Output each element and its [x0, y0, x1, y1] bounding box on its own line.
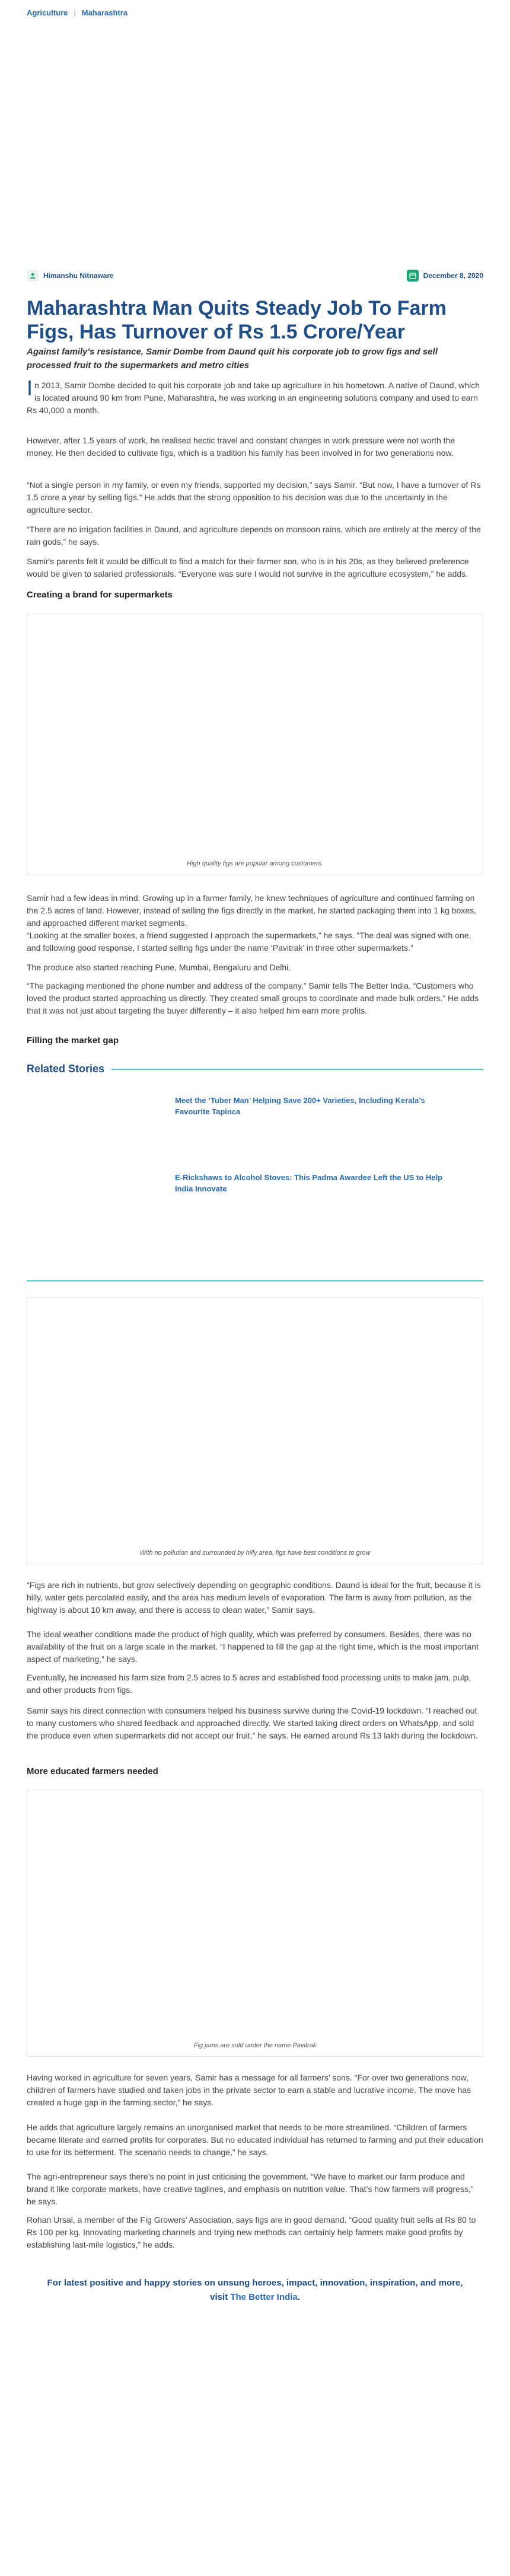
footer-cta-visit-line	[27, 2290, 483, 2305]
paragraph: “Figs are rich in nutrients, but grow selectively depending on geographic conditions. Daund is ideal for the fruit, because it is hilly, water gets percolated easily, and the area has medium levels of evaporation. The farm is away from pollution, as the highway is about 10 km away, and there is access to clean water,” Samir says.	[27, 1580, 481, 1615]
article-subtitle: Against family's resistance, Samir Dombe from Daund quit his corporate job to grow figs and sell processed fruit to the supermarkets and metro cities	[27, 347, 438, 370]
paragraph: Samir's parents felt it would be difficult to find a match for their farmer son, who is in his 20s, as they believed preference would be given to salaried professionals. “Everyone was sure I would not survive in the agriculture ecosystem,” he adds.	[27, 557, 469, 579]
publish-date: December 8, 2020	[423, 271, 483, 280]
figure-image	[27, 1297, 483, 1564]
paragraph: The ideal weather conditions made the product of high quality, which was preferred by consumers. Besides, there was no availability of the fruit on a large scale in the market. “I happened to fill the gap at the right time, which is the most important aspect of marketing,” he says.	[27, 1629, 479, 1664]
figure-image	[27, 614, 483, 875]
user-icon	[27, 270, 39, 282]
paragraph: “Looking at the smaller boxes, a friend suggested I approach the supermarkets,” he says. “The deal was signed with one, and following good response, I started selling figs under the name ‘Pavitrak’ in three other supermarkets.”	[27, 931, 471, 953]
footer-cta-line: For latest positive and happy stories on unsung heroes, impact, innovation, inspiration, and more,	[47, 2278, 463, 2288]
section-heading: Creating a brand for supermarkets	[27, 590, 173, 600]
paragraph: “Not a single person in my family, or even my friends, supported my decision,” says Samir. “But now, I have a turnover of Rs 1.5 crore a year by selling figs.” He adds that the strong opposition to his decision was due to the uncertainty in the agriculture sector.	[27, 480, 481, 514]
related-story-link[interactable]: E-Rickshaws to Alcohol Stoves: This Padma Awardee Left the US to Help India Innovate	[175, 1173, 443, 1193]
paragraph: Samir says his direct connection with consumers helped his business survive during the Covid-19 lockdown. “I reached out to many customers who shared feedback and approached directly. We started taking direct orders on WhatsApp, and sold the produce even when supermarkets did not accept our fruit,” he says. He earned around Rs 13 lakh during the lockdown.	[27, 1706, 478, 1740]
breadcrumb	[27, 8, 128, 17]
figure-caption: With no pollution and surrounded by hilly area, figs have best conditions to grow	[139, 1549, 371, 1557]
figure-caption: High quality figs are popular among customers.	[187, 860, 323, 867]
footer-visit-text: visit	[210, 2292, 228, 2302]
breadcrumb-maharashtra[interactable]: Maharashtra	[81, 8, 128, 17]
paragraph: He adds that agriculture largely remains an unorganised market that needs to be more streamlined. “Children of farmers became literate and earned profits for corporates. But no educated individual has returned to farming and put their education to use for its betterment. The scenario needs to change,” he says.	[27, 2123, 483, 2157]
footer-period: .	[297, 2292, 300, 2302]
section-divider	[27, 1280, 483, 1281]
related-story[interactable]	[175, 1172, 448, 1194]
calendar-icon	[407, 270, 419, 282]
breadcrumb-separator: |	[74, 8, 76, 17]
related-stories-title: Related Stories	[27, 1063, 105, 1075]
breadcrumb-agriculture[interactable]: Agriculture	[27, 8, 68, 17]
paragraph: Having worked in agriculture for seven years, Samir has a message for all farmers’ sons. “For over two generations now, children of farmers have studied and taken jobs in the private sector to earn a stable and lucrative income. The move has created a huge gap in the farming sector,” he says.	[27, 2073, 471, 2107]
paragraph: “There are no irrigation facilities in Daund, and agriculture depends on monsoon rains, which are entirely at the mercy of the rain gods,” he says.	[27, 525, 481, 546]
footer-brand-link[interactable]: The Better India	[230, 2292, 298, 2302]
figure-image	[27, 1790, 483, 2057]
paragraph: However, after 1.5 years of work, he realised hectic travel and constant changes in work pressure were not worth the money. He then decided to cultivate figs, which is a tradition his family has been involved in for two generations now.	[27, 436, 455, 458]
related-divider	[111, 1069, 483, 1070]
article-meta	[27, 270, 483, 282]
paragraph: Rohan Ursal, a member of the Fig Growers’ Association, says figs are in good demand. “Good quality fruit sells at Rs 80 to Rs 100 per kg. Innovating marketing channels and trying new methods can certainly help farmers make good profits by establishing last-mile logistics,” he adds.	[27, 2215, 476, 2249]
section-heading: More educated farmers needed	[27, 1766, 158, 1776]
paragraph: The agri-entrepreneur says there’s no point in just criticising the government. “We have to market our farm produce and brand it like corporate markets, have creative taglines, and emphasis on nutrition value. That’s how farmers will progress,” he says.	[27, 2172, 474, 2206]
related-story[interactable]	[175, 1095, 448, 1117]
paragraph: The produce also started reaching Pune, Mumbai, Bengaluru and Delhi.	[27, 963, 291, 972]
figure-caption: Fig jams are sold under the name Pavitrak	[193, 2042, 317, 2049]
related-stories-header	[27, 1063, 483, 1075]
author-row	[27, 270, 114, 282]
related-story-link[interactable]: Meet the ‘Tuber Man’ Helping Save 200+ Varieties, Including Kerala’s Favourite Tapioca	[175, 1096, 425, 1116]
date-row	[407, 270, 483, 282]
author-name[interactable]: Himanshu Nitnaware	[43, 271, 114, 280]
paragraph: Samir had a few ideas in mind. Growing up in a farmer family, he knew techniques of agriculture and continued farming on the 2.5 acres of land. However, instead of selling the figs directly in the market, he started packaging them into 1 kg boxes, and approached different market segments.	[27, 893, 476, 928]
section-heading: Filling the market gap	[27, 1035, 119, 1046]
paragraph: Eventually, he increased his farm size from 2.5 acres to 5 acres and established food processing units to make jam, pulp, and other products from figs.	[27, 1673, 471, 1695]
paragraph: In 2013, Samir Dombe decided to quit his corporate job and take up agriculture in his hometown. A native of Daund, which is located around 90 km from Pune, Maharashtra, he was working in an engineering solutions company and used to earn Rs 40,000 a month.	[27, 376, 480, 415]
paragraph: “The packaging mentioned the phone number and address of the company,” Samir tells The Better India. “Customers who loved the product started approaching us directly. They created small groups to coordinate and made bulk orders.” He adds that it was not just about targeting the buyer differently – it also helped him earn more profits.	[27, 981, 479, 1015]
article-title: Maharashtra Man Quits Steady Job To Farm Figs, Has Turnover of Rs 1.5 Crore/Year	[27, 297, 447, 343]
footer-cta	[27, 2276, 483, 2305]
